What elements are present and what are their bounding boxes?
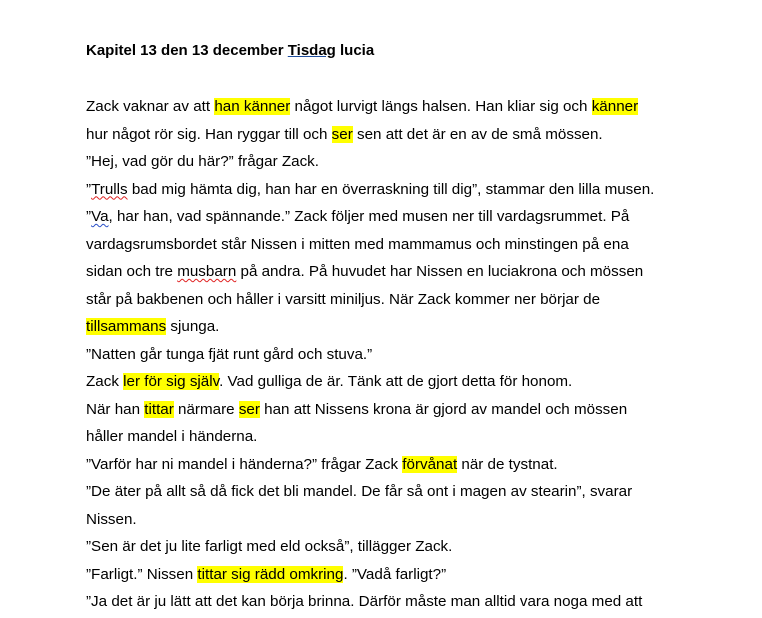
highlighted-word: ser [238, 400, 260, 418]
text-line [86, 480, 726, 508]
text-run: ”Hej, vad gör du här?” frågar Zack. [86, 153, 319, 170]
text-run: Zack vaknar av att [86, 98, 215, 115]
text-line [86, 123, 726, 151]
text-run: närmare [173, 400, 239, 418]
text-run: ” [86, 180, 92, 198]
text-run: . ”Vadå farligt?” [343, 565, 447, 583]
text-run: . Vad gulliga de är. Tänk att de gjort detta för honom. [219, 373, 573, 390]
text-run: När han [86, 400, 145, 418]
highlighted-word: tittar [144, 400, 174, 418]
highlighted-word: tillsammans [86, 318, 167, 335]
text-run: ”Farligt.” Nissen [86, 565, 198, 583]
chapter-title-weekday: Tisdag [287, 42, 336, 59]
text-line [86, 398, 726, 426]
text-line [86, 508, 726, 536]
text-run: står på bakbenen och håller i varsitt miniljus. När Zack kommer ner börjar de [86, 290, 601, 308]
highlighted-word: tittar sig rädd omkring [197, 565, 344, 583]
text-run: sjunga. [166, 318, 220, 335]
highlighted-word: ler för sig själv [123, 373, 220, 390]
text-run: håller mandel i händerna. [86, 428, 258, 445]
text-run: han att Nissens krona är gjord av mandel och mössen [259, 400, 628, 418]
text-line [86, 343, 726, 371]
text-line [86, 233, 726, 261]
text-line [86, 535, 726, 563]
text-run: ”Sen är det ju lite farligt med eld också”, tillägger Zack. [86, 538, 453, 555]
chapter-title-text: Kapitel 13 den 13 december [86, 42, 288, 59]
text-run: ” [86, 208, 92, 225]
text-line [86, 370, 726, 398]
text-run: vardagsrumsbordet står Nissen i mitten med mammamus och minstingen på ena [86, 235, 629, 253]
text-line [86, 288, 726, 316]
highlighted-word: känner [591, 98, 639, 115]
text-run: bad mig hämta dig, han har en överraskning till dig”, stammar den lilla musen. [127, 180, 655, 198]
highlighted-word: förvånat [402, 455, 458, 473]
text-run: , har han, vad spännande.” Zack följer med musen ner till vardagsrummet. På [108, 208, 630, 225]
text-line [86, 150, 726, 178]
text-line [86, 260, 726, 288]
spellcheck-word: musbarn [177, 263, 237, 280]
story-body [86, 95, 726, 618]
text-run: hur något rör sig. Han ryggar till och [86, 125, 332, 143]
grammarcheck-word: Va [91, 208, 109, 225]
text-run: ”Ja det är ju lätt att det kan börja brinna. Därför måste man alltid vara noga med att [86, 593, 643, 610]
text-run: Zack [86, 373, 124, 390]
text-line [86, 315, 726, 343]
text-run: ”Varför har ni mandel i händerna?” frågar Zack [86, 455, 403, 473]
text-line [86, 425, 726, 453]
text-run: något lurvigt längs halsen. Han kliar sig och [290, 98, 592, 115]
text-run: Nissen. [86, 510, 137, 528]
text-line [86, 95, 726, 123]
text-line [86, 178, 726, 206]
text-line [86, 205, 726, 233]
chapter-title-suffix: lucia [335, 42, 375, 59]
text-run: ”Natten går tunga fjät runt gård och stuva.” [86, 345, 373, 363]
text-line [86, 563, 726, 591]
chapter-title [86, 42, 374, 60]
spellcheck-word: Trulls [91, 180, 128, 198]
text-run: på andra. På huvudet har Nissen en luciakrona och mössen [236, 263, 644, 280]
text-line [86, 590, 726, 618]
text-run: sidan och tre [86, 263, 178, 280]
highlighted-word: han känner [214, 98, 291, 115]
text-line [86, 453, 726, 481]
text-run: ”De äter på allt så då fick det bli mandel. De får så ont i magen av stearin”, svarar [86, 483, 633, 500]
text-run: sen att det är en av de små mössen. [352, 125, 603, 143]
highlighted-word: ser [331, 125, 353, 143]
text-run: när de tystnat. [457, 455, 558, 473]
